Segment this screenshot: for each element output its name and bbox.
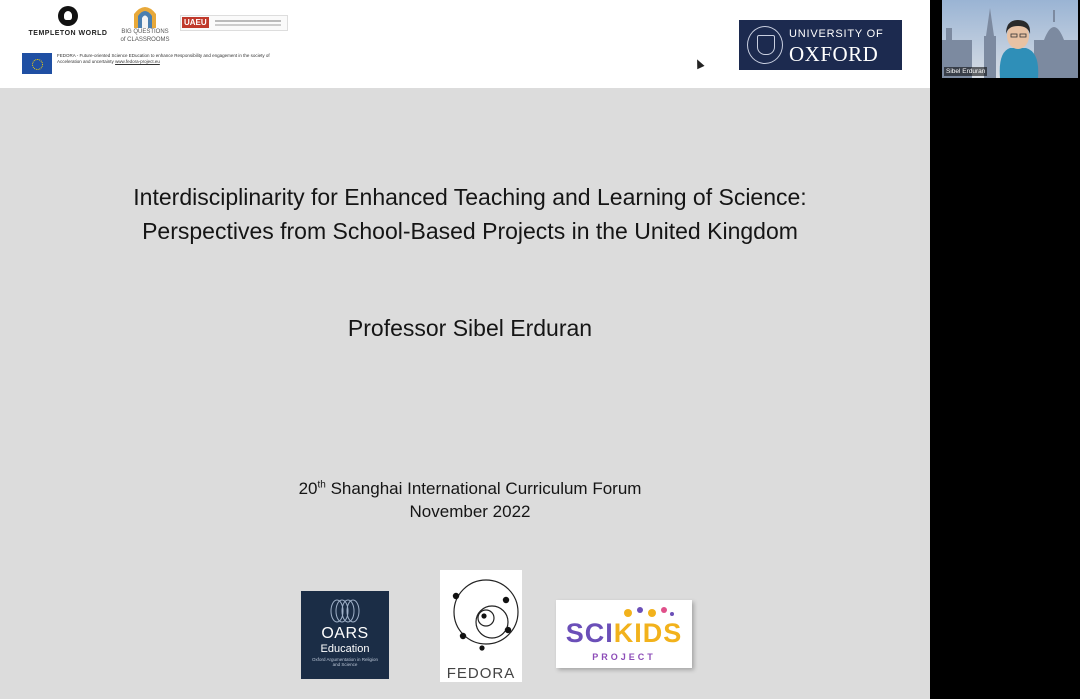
participant-name-label: Sibel Erduran [946, 68, 986, 75]
big-questions-logo [114, 4, 176, 44]
fedora-logo-text: FEDORA [446, 665, 516, 682]
forum-title: Shanghai International Curriculum Forum [330, 479, 642, 498]
forum-ordinal-suffix: th [317, 479, 326, 491]
bqc-logo-text-1: BIG QUESTIONS [121, 29, 169, 35]
oars-logo-line2: Education [320, 643, 370, 655]
scikids-kids-text: KIDS [613, 618, 683, 648]
slide-header [0, 0, 930, 88]
forum-name [0, 479, 930, 499]
templeton-world-logo [28, 6, 108, 37]
oxford-logo-line2: OXFORD [789, 42, 879, 66]
slide-title [40, 180, 900, 248]
eu-flag-icon [22, 53, 52, 74]
uaeu-logo [180, 15, 288, 31]
oars-wave-icon [320, 599, 370, 623]
oars-logo-line3: Oxford Argumentation in Religion and Science [311, 657, 379, 667]
bqc-logo-text-2: of CLASSROOMS [120, 37, 170, 43]
uaeu-logo-lines [215, 20, 281, 22]
fedora-funding-note [57, 53, 287, 65]
uaeu-logo-text: UAEU [184, 18, 207, 27]
scikids-sci-text: SCI [565, 618, 614, 648]
oars-education-logo [301, 591, 389, 679]
scikids-project-text: PROJECT [592, 652, 656, 662]
scikids-project-logo [556, 600, 692, 668]
templeton-butterfly-icon [58, 6, 78, 26]
presenter-name: Professor Sibel Erduran [347, 315, 593, 341]
scikids-dots-icon [622, 604, 676, 618]
mouse-cursor-icon [693, 58, 704, 70]
oxford-crest-icon [747, 26, 783, 64]
oxford-logo-line1: UNIVERSITY OF [789, 28, 884, 40]
arch-icon [132, 4, 158, 28]
presentation-date: November 2022 [409, 502, 531, 521]
oars-logo-line1: OARS [321, 625, 369, 642]
fedora-note-text: FEDORA - Future-oriented Science EDucation to enhance Responsibility and engagement in the society of Acceleration and uncertainty [57, 53, 270, 64]
participant-video-tile[interactable] [942, 0, 1078, 78]
scikids-logo-text [560, 618, 688, 649]
fedora-project-link[interactable]: www.fedora-project.eu [115, 59, 160, 64]
slide-title-line2: Perspectives from School-Based Projects in the United Kingdom [142, 218, 798, 244]
forum-ordinal: 20 [298, 479, 318, 498]
templeton-logo-text: TEMPLETON WORLD [28, 30, 108, 37]
fedora-orbit-icon [440, 570, 522, 662]
slide-title-line1: Interdisciplinarity for Enhanced Teaching and Learning of Science: [133, 184, 807, 210]
oxford-university-logo [739, 20, 902, 70]
fedora-logo [440, 570, 522, 682]
